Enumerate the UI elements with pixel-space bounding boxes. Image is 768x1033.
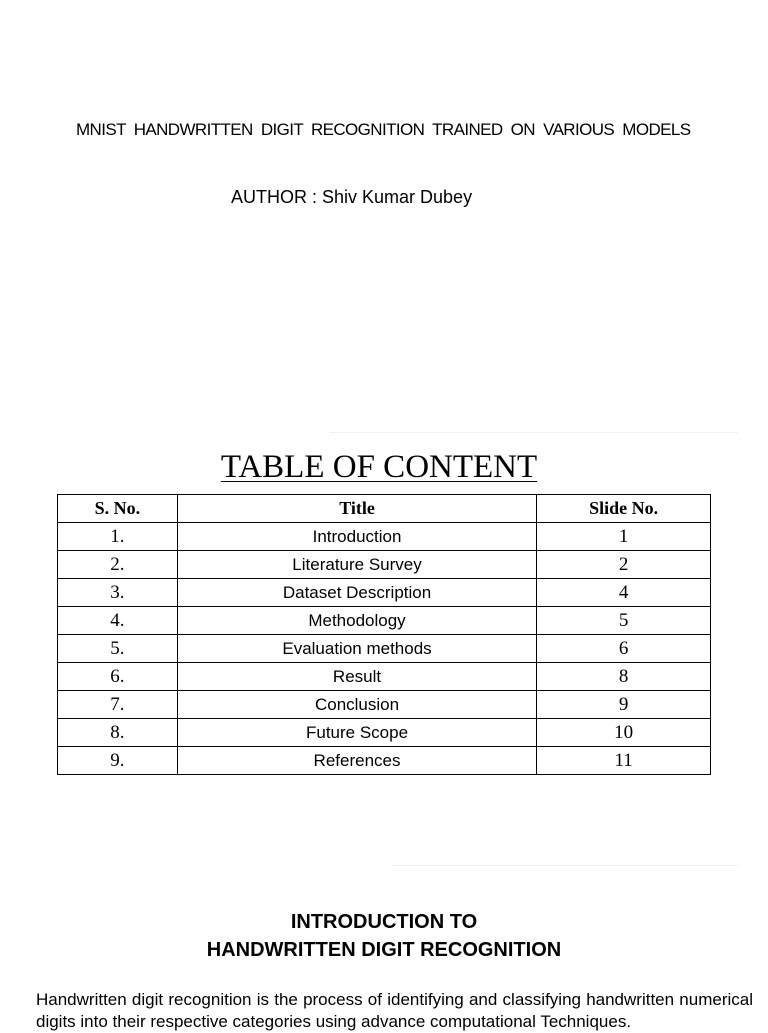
row-slide-number: 5: [537, 607, 711, 635]
row-slide-number: 4: [537, 579, 711, 607]
row-number: 7.: [58, 691, 178, 719]
toc-heading: [0, 447, 758, 487]
row-title: Methodology: [177, 607, 536, 635]
row-title: Conclusion: [177, 691, 536, 719]
intro-paragraph: Handwritten digit recognition is the process of identifying and classifying handwritten numerical digits into their respective categories using advance computational Techniques.: [36, 990, 753, 1031]
row-slide-number: 11: [537, 747, 711, 775]
toc-heading-text: TABLE OF CONTENT: [220, 449, 538, 485]
row-number: 8.: [58, 719, 178, 747]
row-slide-number: 6: [537, 635, 711, 663]
toc-header-row: [58, 495, 711, 523]
table-row: [58, 691, 711, 719]
row-number: 2.: [58, 551, 178, 579]
table-row: [58, 663, 711, 691]
row-slide-number: 8: [537, 663, 711, 691]
author-line: AUTHOR : Shiv Kumar Dubey: [231, 187, 473, 207]
row-number: 1.: [58, 523, 178, 551]
table-row: [58, 635, 711, 663]
intro-heading-line: HANDWRITTEN DIGIT RECOGNITION: [206, 939, 562, 961]
row-number: 9.: [58, 747, 178, 775]
row-slide-number: 2: [537, 551, 711, 579]
document-title: MNIST HANDWRITTEN DIGIT RECOGNITION TRAINED ON VARIOUS MODELS: [76, 120, 691, 139]
table-row: [58, 551, 711, 579]
table-row: [58, 747, 711, 775]
row-number: 5.: [58, 635, 178, 663]
column-header-title: Title: [177, 495, 536, 523]
page-divider: [330, 432, 738, 433]
row-title: Introduction: [177, 523, 536, 551]
column-header-slide: Slide No.: [537, 495, 711, 523]
row-title: Evaluation methods: [177, 635, 536, 663]
row-title: Dataset Description: [177, 579, 536, 607]
page-divider: [392, 865, 738, 866]
table-row: [58, 607, 711, 635]
row-title: References: [177, 747, 536, 775]
table-row: [58, 719, 711, 747]
row-title: Future Scope: [177, 719, 536, 747]
table-row: [58, 523, 711, 551]
row-number: 4.: [58, 607, 178, 635]
column-header-number: S. No.: [58, 495, 178, 523]
row-number: 3.: [58, 579, 178, 607]
row-slide-number: 1: [537, 523, 711, 551]
toc-table: [57, 494, 711, 775]
intro-heading-line: INTRODUCTION TO: [290, 911, 478, 933]
row-title: Literature Survey: [177, 551, 536, 579]
row-number: 6.: [58, 663, 178, 691]
table-row: [58, 579, 711, 607]
row-slide-number: 10: [537, 719, 711, 747]
row-title: Result: [177, 663, 536, 691]
intro-heading: [0, 908, 768, 964]
row-slide-number: 9: [537, 691, 711, 719]
